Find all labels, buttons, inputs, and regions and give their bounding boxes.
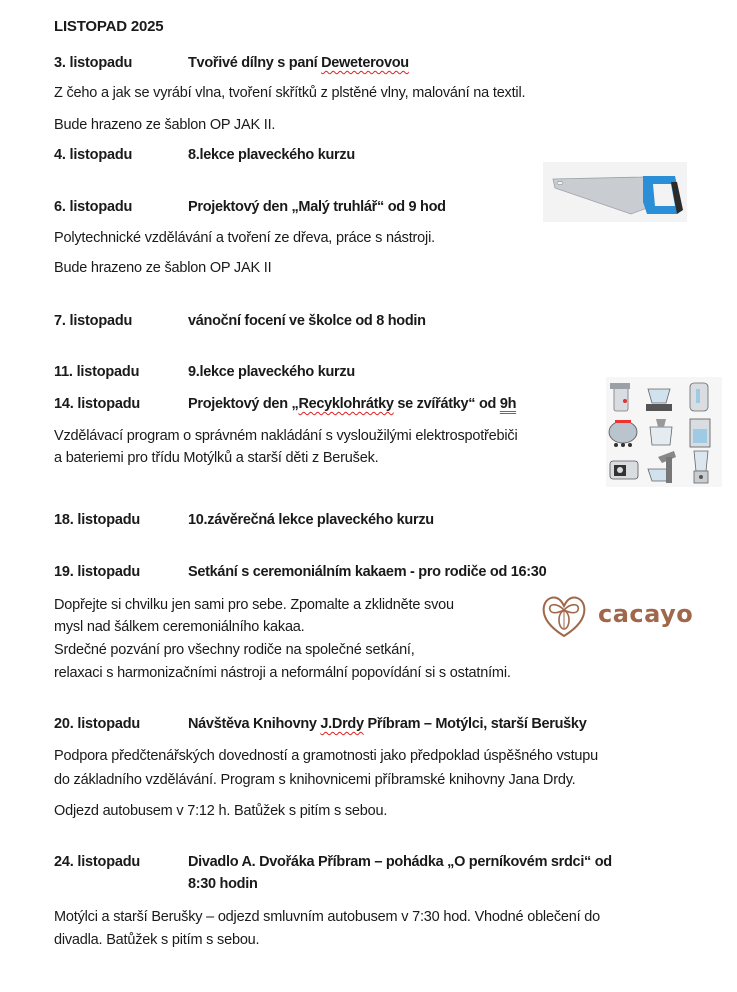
event-description: relaxaci s harmonizačními nástroji a neformální popovídání si s ostatními. [54,665,511,681]
grammar-check-word: 9h [499,396,517,412]
event-title: Projektový den „Malý truhlář“ od 9 hod [188,199,446,215]
event-date: 14. listopadu [54,396,141,412]
event-title: 8.lekce plaveckého kurzu [188,147,355,163]
event-title [188,716,586,732]
appliances-icon [606,377,722,487]
event-description: Dopřejte si chvilku jen sami pro sebe. Zpomalte a zklidněte svou [54,597,454,613]
event-date: 7. listopadu [54,313,133,329]
event-description: divadla. Batůžek s pitím s sebou. [54,932,260,948]
event-title: Divadlo A. Dvořáka Příbram – pohádka „O perníkovém srdci“ od [188,854,612,870]
cacayo-logo-text: cacayo [598,600,694,628]
event-title-text: Projektový den „ [188,396,299,412]
cacayo-logo [540,592,692,642]
event-note: Bude hrazeno ze šablon OP JAK II [54,260,272,276]
cacao-heart-icon [540,592,588,640]
event-date: 6. listopadu [54,199,133,215]
event-note: Bude hrazeno ze šablon OP JAK II. [54,117,276,133]
spellcheck-word: J.Drdy [320,716,364,732]
event-note: Odjezd autobusem v 7:12 h. Batůžek s pitím s sebou. [54,803,388,819]
event-date: 19. listopadu [54,564,141,580]
event-description: Motýlci a starší Berušky – odjezd smluvním autobusem v 7:30 hod. Vhodné oblečení do [54,909,600,925]
event-title: 10.závěrečná lekce plaveckého kurzu [188,512,434,528]
event-date: 18. listopadu [54,512,141,528]
spellcheck-word: Recyklohrátky [298,396,394,412]
hand-saw-icon [543,162,687,222]
event-description: Vzdělávací program o správném nakládání s vysloužilými elektrospotřebiči [54,428,518,444]
event-description: do základního vzdělávání. Program s knihovnicemi příbramské knihovny Jana Drdy. [54,772,576,788]
event-title: vánoční focení ve školce od 8 hodin [188,313,426,329]
kitchen-appliances-image [606,377,722,487]
event-description: Podpora předčtenářských dovedností a gramotnosti jako předpoklad úspěšného vstupu [54,748,599,764]
event-date: 24. listopadu [54,854,141,870]
event-description: mysl nad šálkem ceremoniálního kakaa. [54,619,305,635]
event-title: Setkání s ceremoniálním kakaem - pro rodiče od 16:30 [188,564,547,580]
event-description: Srdečné pozvání pro všechny rodiče na společné setkání, [54,642,415,658]
event-description: Polytechnické vzdělávání a tvoření ze dřeva, práce s nástroji. [54,230,435,246]
event-title-continued: 8:30 hodin [188,876,258,892]
event-title-text: se zvířátky“ od [393,396,500,412]
event-title: 9.lekce plaveckého kurzu [188,364,355,380]
spellcheck-word: Deweterovou [321,55,409,71]
event-title-text: Návštěva Knihovny [188,716,321,732]
event-date: 3. listopadu [54,55,133,71]
event-description: Z čeho a jak se vyrábí vlna, tvoření skřítků z plstěné vlny, malování na textil. [54,85,526,101]
hand-saw-image [543,162,687,222]
event-date: 20. listopadu [54,716,141,732]
event-title [188,55,409,71]
page-heading: LISTOPAD 2025 [54,18,164,35]
event-title-text: Tvořivé dílny s paní [188,55,322,71]
event-date: 4. listopadu [54,147,133,163]
event-description: a bateriemi pro třídu Motýlků a starší děti z Berušek. [54,450,379,466]
event-title [188,396,516,412]
event-date: 11. listopadu [54,364,140,380]
event-title-text: Příbram – Motýlci, starší Berušky [363,716,587,732]
